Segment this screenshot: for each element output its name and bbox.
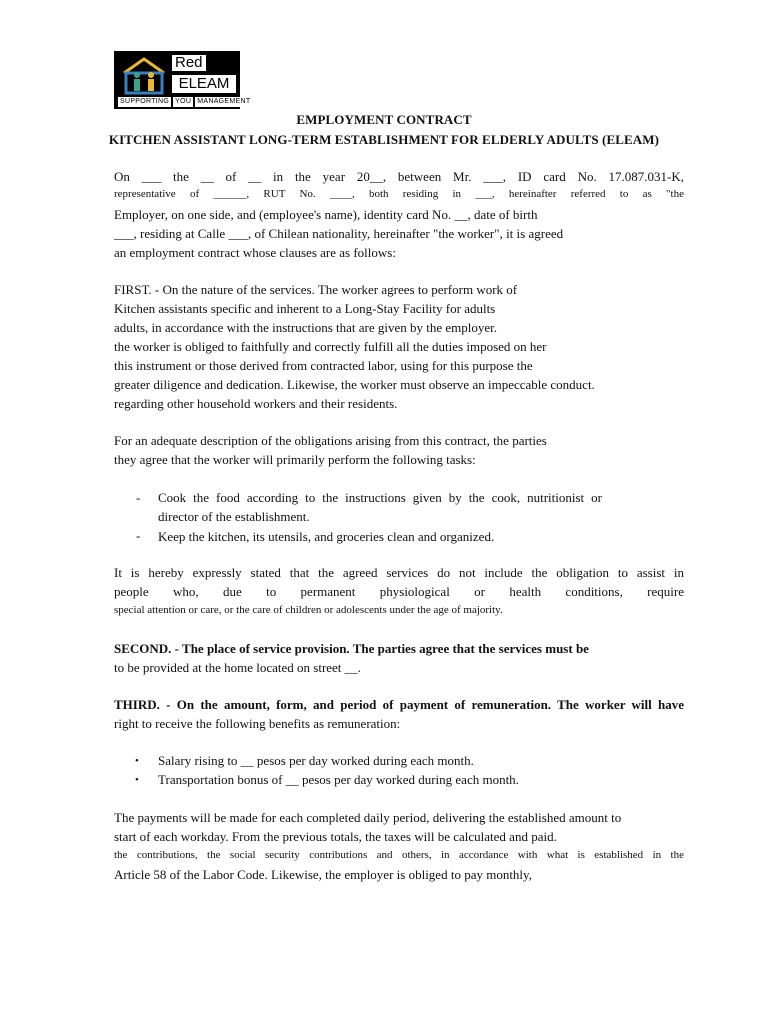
obligations-line: they agree that the worker will primarily perform the following tasks: — [114, 452, 476, 467]
clause-first-line: Kitchen assistants specific and inherent to a Long-Stay Facility for adults — [114, 301, 496, 316]
logo-text-red: Red — [172, 55, 206, 71]
list-dash: - — [136, 528, 141, 543]
clause-first-line: FIRST. - On the nature of the services. The worker agrees to perform work of — [114, 282, 518, 297]
company-logo — [114, 51, 251, 109]
list-dash: - — [136, 490, 141, 505]
logo-tag-you: YOU — [175, 98, 192, 105]
clause-first-line: this instrument or those derived from contracted labor, using for this purpose the — [114, 358, 533, 373]
logo-tag-supporting: SUPPORTING — [120, 98, 170, 105]
intro-line: representative of ______, RUT No. ____, both residing in ___, hereinafter referred to as "the — [114, 188, 684, 200]
clause-second-line: to be provided at the home located on street __. — [114, 660, 361, 675]
intro-line: Employer, on one side, and (employee's name), identity card No. __, date of birth — [114, 207, 538, 222]
exclusion-line: It is hereby expressly stated that the agreed services do not include the obligation to assist in — [114, 565, 684, 580]
document-title: EMPLOYMENT CONTRACT — [296, 112, 472, 127]
clause-first-line: adults, in accordance with the instructions that are given by the employer. — [114, 320, 498, 335]
exclusion-line: special attention or care, or the care of children or adolescents under the age of majority. — [114, 604, 503, 616]
benefit-item: Transportation bonus of __ pesos per day worked during each month. — [158, 772, 519, 787]
intro-line: an employment contract whose clauses are as follows: — [114, 245, 396, 260]
clause-third-heading: THIRD. - On the amount, form, and period of payment of remuneration. The worker will have — [114, 697, 684, 712]
task-item: Keep the kitchen, its utensils, and groceries clean and organized. — [158, 529, 495, 544]
obligations-line: For an adequate description of the obligations arising from this contract, the parties — [114, 433, 547, 448]
payments-line: Article 58 of the Labor Code. Likewise, the employer is obliged to pay monthly, — [114, 867, 532, 882]
logo-tagline — [118, 97, 251, 107]
exclusion-line: people who, due to permanent physiological or health conditions, require — [114, 584, 684, 599]
task-item: Cook the food according to the instructions given by the cook, nutritionist or — [158, 490, 602, 505]
task-item-continuation: director of the establishment. — [158, 509, 310, 524]
list-bullet: • — [135, 774, 139, 786]
payments-line: start of each workday. From the previous totals, the taxes will be calculated and paid. — [114, 829, 557, 844]
intro-line: ___, residing at Calle ___, of Chilean nationality, hereinafter "the worker", it is agreed — [114, 226, 564, 241]
logo-tag-management: MANAGEMENT — [197, 98, 251, 105]
house-people-icon — [118, 55, 170, 95]
logo-text-eleam: ELEAM — [172, 75, 236, 93]
list-bullet: • — [135, 755, 139, 767]
payments-line: The payments will be made for each completed daily period, delivering the established amount to — [114, 810, 622, 825]
clause-second-heading: SECOND. - The place of service provision. The parties agree that the services must be — [114, 641, 589, 656]
clause-first-line: greater diligence and dedication. Likewise, the worker must observe an impeccable conduct. — [114, 377, 595, 392]
payments-line: the contributions, the social security contributions and others, in accordance with what is established in the — [114, 849, 684, 861]
intro-line: On ___ the __ of __ in the year 20__, between Mr. ___, ID card No. 17.087.031-K, — [114, 169, 684, 184]
clause-third-line: right to receive the following benefits as remuneration: — [114, 716, 401, 731]
benefit-item: Salary rising to __ pesos per day worked during each month. — [158, 753, 474, 768]
clause-first-line: regarding other household workers and their residents. — [114, 396, 398, 411]
clause-first-line: the worker is obliged to faithfully and correctly fulfill all the duties imposed on her — [114, 339, 547, 354]
document-subtitle: KITCHEN ASSISTANT LONG-TERM ESTABLISHMENT FOR ELDERLY ADULTS (ELEAM) — [108, 132, 660, 147]
